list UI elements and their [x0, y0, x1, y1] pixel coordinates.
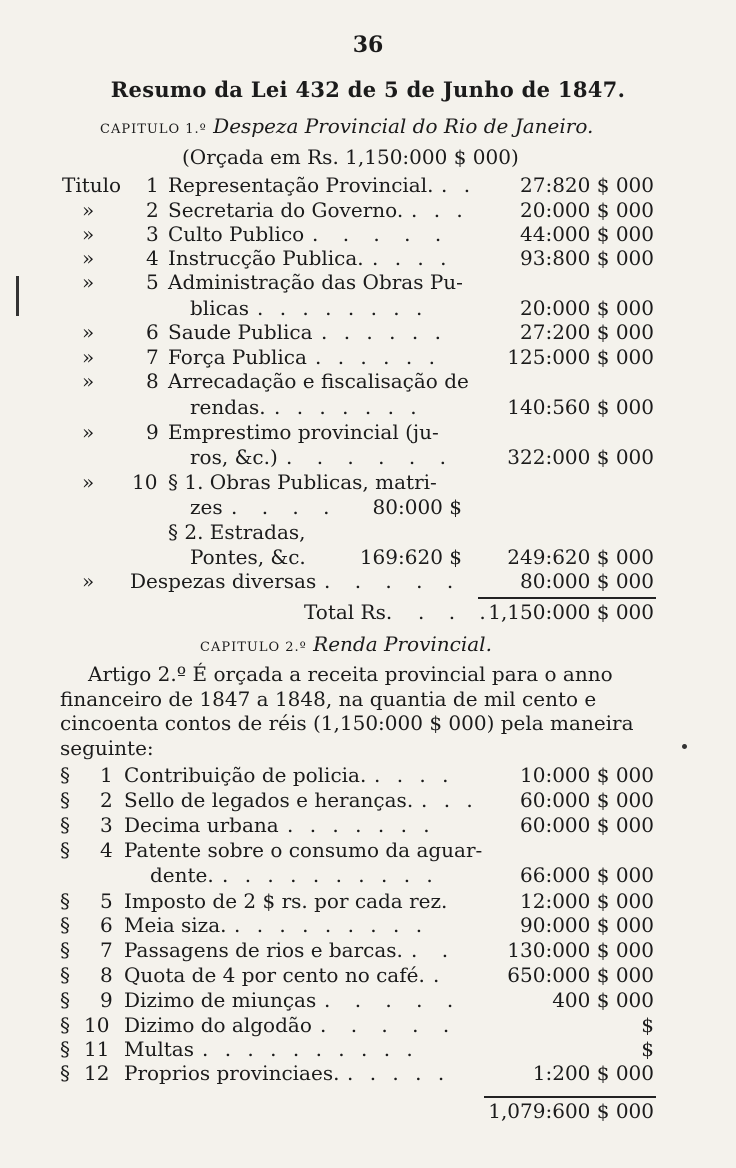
expense-text: Secretaria do Governo.	[168, 198, 404, 222]
revenue-row	[0, 889, 736, 914]
revenue-text: dente.	[150, 863, 214, 887]
revenue-amount: 10:000 $ 000	[520, 763, 654, 787]
expense-row	[0, 369, 736, 394]
revenue-row	[0, 938, 736, 963]
revenue-row	[0, 988, 736, 1013]
revenue-dots: . . . .	[374, 763, 454, 787]
revenue-amount: 130:000 $ 000	[507, 938, 654, 962]
expense-number: 9	[146, 420, 159, 444]
paragraph-symbol: §	[60, 838, 70, 862]
revenue-row	[0, 763, 736, 788]
revenue-number: 7	[100, 938, 113, 962]
revenue-amount: 650:000 $ 000	[507, 963, 654, 987]
expense-text: Pontes, &c.	[190, 545, 306, 569]
expense-number: 2	[146, 198, 159, 222]
revenue-row	[0, 963, 736, 988]
paragraph-symbol: §	[60, 813, 70, 837]
revenue-text: Contribuição de policia.	[124, 763, 367, 787]
revenue-row	[0, 913, 736, 938]
revenue-dots: . .	[411, 938, 458, 962]
expense-row	[0, 270, 736, 295]
paragraph-symbol: §	[60, 889, 70, 913]
expense-row	[0, 198, 736, 223]
artigo-line: seguinte:	[60, 735, 154, 760]
revenue-text: Patente sobre o consumo da aguar-	[124, 838, 483, 862]
expense-row	[0, 395, 736, 420]
revenue-dots: .	[433, 963, 449, 987]
expense-prefix: »	[82, 470, 95, 494]
paragraph-symbol: §	[60, 788, 70, 812]
chapter-2-label: CAPITULO 2.º	[200, 640, 307, 655]
artigo-line: cincoenta contos de réis (1,150:000 $ 000) pela maneira	[60, 711, 634, 735]
expense-row	[0, 445, 736, 470]
expense-dots: . . . . .	[324, 569, 463, 593]
expense-number: 4	[146, 246, 159, 270]
expense-subamount: 169:620 $	[359, 545, 462, 569]
page-number: 36	[352, 32, 384, 58]
revenue-amount: 60:000 $ 000	[520, 813, 654, 837]
total-rule	[478, 597, 656, 599]
revenue-amount: 66:000 $ 000	[520, 863, 654, 887]
revenue-text: Imposto de 2 $ rs. por cada rez.	[124, 889, 448, 913]
revenue-dots: . . . . .	[347, 1061, 450, 1085]
paragraph-symbol: §	[60, 988, 70, 1012]
expense-number: 7	[146, 345, 159, 369]
expense-dots: . . . . . . .	[274, 395, 422, 419]
expense-number: 8	[146, 369, 159, 393]
expense-text: blicas	[190, 296, 249, 320]
expense-prefix: »	[82, 369, 95, 393]
expense-number: 1	[146, 173, 159, 197]
expense-total-row	[0, 600, 736, 625]
revenue-number: 3	[100, 813, 113, 837]
expense-text: Instrucção Publica.	[168, 246, 364, 270]
expense-amount: 249:620 $ 000	[507, 545, 654, 569]
expense-row	[0, 246, 736, 271]
total-amount: 1,150:000 $ 000	[488, 600, 654, 624]
revenue-number: 10	[84, 1013, 110, 1037]
expense-dots: . . . . . .	[286, 445, 455, 469]
expense-dots: . . . . . . . .	[257, 296, 428, 320]
margin-mark	[16, 276, 19, 316]
expense-prefix: »	[82, 420, 95, 444]
revenue-row	[0, 1013, 736, 1038]
expense-amount: 27:820 $ 000	[520, 173, 654, 197]
expense-number: 10	[132, 470, 158, 494]
revenue-dots: . . . . . . . . . .	[222, 863, 438, 887]
revenue-dots: . . . . . . . . .	[234, 913, 428, 937]
revenue-dots: . . . . . . . . . .	[202, 1037, 418, 1061]
artigo-paragraph	[60, 662, 650, 760]
expense-text: Representação Provincial.	[168, 173, 434, 197]
revenue-total-rule	[484, 1096, 656, 1098]
revenue-text: Decima urbana	[124, 813, 279, 837]
expense-subamount: 80:000 $	[372, 495, 462, 519]
expense-amount: 27:200 $ 000	[520, 320, 654, 344]
revenue-row	[0, 1037, 736, 1062]
expense-prefix: »	[82, 270, 95, 294]
chapter-1-label: CAPITULO 1.º	[100, 122, 207, 137]
revenue-amount: $	[641, 1037, 654, 1061]
expense-number: 3	[146, 222, 159, 246]
expense-text: Emprestimo provincial (ju-	[168, 420, 439, 444]
expense-text: Administração das Obras Pu-	[168, 270, 463, 294]
expense-row	[0, 545, 736, 570]
expense-text: ros, &c.)	[190, 445, 278, 469]
ink-speck	[682, 744, 687, 749]
revenue-text: Dizimo do algodão	[124, 1013, 312, 1037]
expense-dots: . . . .	[372, 246, 452, 270]
chapter-2-heading	[200, 632, 492, 656]
revenue-text: Meia siza.	[124, 913, 227, 937]
expense-prefix: »	[82, 246, 95, 270]
revenue-amount: $	[641, 1013, 654, 1037]
expense-prefix: »	[82, 222, 95, 246]
revenue-number: 2	[100, 788, 113, 812]
expense-text: Despezas diversas	[130, 569, 317, 593]
paragraph-symbol: §	[60, 1061, 70, 1085]
chapter-2-name: Renda Provincial.	[313, 632, 492, 656]
chapter-1-heading	[100, 114, 593, 138]
expense-row	[0, 296, 736, 321]
paragraph-symbol: §	[60, 1037, 70, 1061]
expense-amount: 125:000 $ 000	[507, 345, 654, 369]
expense-text: Força Publica	[168, 345, 307, 369]
artigo-line: Artigo 2.º É orçada a receita provincial para o anno	[88, 662, 613, 686]
expense-prefix: »	[82, 569, 95, 593]
revenue-row	[0, 788, 736, 813]
expense-dots: . . . . . .	[315, 345, 440, 369]
revenue-amount: 90:000 $ 000	[520, 913, 654, 937]
expense-text: § 1. Obras Publicas, matri-	[168, 470, 437, 494]
revenue-row	[0, 813, 736, 838]
expense-text: zes	[190, 495, 223, 519]
revenue-number: 12	[84, 1061, 110, 1085]
expense-row	[0, 420, 736, 445]
expense-amount: 140:560 $ 000	[507, 395, 654, 419]
expense-amount: 93:800 $ 000	[520, 246, 654, 270]
revenue-number: 5	[100, 889, 113, 913]
expense-prefix: »	[82, 345, 95, 369]
expense-amount: 20:000 $ 000	[520, 198, 654, 222]
expense-amount: 322:000 $ 000	[507, 445, 654, 469]
revenue-number: 8	[100, 963, 113, 987]
expense-number: 6	[146, 320, 159, 344]
revenue-row	[0, 838, 736, 863]
revenue-number: 11	[84, 1037, 110, 1061]
paragraph-symbol: §	[60, 938, 70, 962]
expense-row	[0, 320, 736, 345]
revenue-dots: . . . . .	[324, 988, 463, 1012]
revenue-text: Proprios provinciaes.	[124, 1061, 340, 1085]
expense-row	[0, 569, 736, 594]
revenue-amount: 12:000 $ 000	[520, 889, 654, 913]
expense-dots: . . . . . .	[321, 320, 446, 344]
expense-amount: 20:000 $ 000	[520, 296, 654, 320]
paragraph-symbol: §	[60, 913, 70, 937]
total-label: Total Rs.	[304, 600, 393, 624]
revenue-text: Multas	[124, 1037, 194, 1061]
chapter-1-name: Despeza Provincial do Rio de Janeiro.	[213, 114, 594, 138]
expense-text: Arrecadação e fiscalisação de	[168, 369, 469, 393]
revenue-text: Dizimo de miunças	[124, 988, 317, 1012]
expense-number: 5	[146, 270, 159, 294]
expense-dots: . . . . .	[312, 222, 451, 246]
expense-text: Saude Publica	[168, 320, 313, 344]
expense-text: rendas.	[190, 395, 266, 419]
revenue-number: 1	[100, 763, 113, 787]
revenue-number: 6	[100, 913, 113, 937]
revenue-row	[0, 863, 736, 888]
expense-row	[0, 222, 736, 247]
page-title: Resumo da Lei 432 de 5 de Junho de 1847.	[110, 77, 626, 102]
expense-row	[0, 470, 736, 495]
paragraph-symbol: §	[60, 763, 70, 787]
expense-prefix: Titulo	[62, 173, 122, 197]
revenue-amount: 400 $ 000	[552, 988, 654, 1012]
expense-prefix: »	[82, 198, 95, 222]
total-dots: . . .	[418, 600, 495, 624]
expense-row	[0, 495, 736, 520]
revenue-dots: . . . . .	[320, 1013, 459, 1037]
revenue-total-row	[0, 1099, 736, 1124]
expense-dots: . . . .	[231, 495, 339, 519]
paragraph-symbol: §	[60, 963, 70, 987]
revenue-number: 9	[100, 988, 113, 1012]
expense-amount: 80:000 $ 000	[520, 569, 654, 593]
revenue-number: 4	[100, 838, 113, 862]
expense-row	[0, 520, 736, 545]
expense-row	[0, 173, 736, 198]
revenue-row	[0, 1061, 736, 1086]
expense-dots: . .	[441, 173, 476, 197]
artigo-line: financeiro de 1847 a 1848, na quantia de mil cento e	[60, 686, 597, 711]
revenue-amount: 1:200 $ 000	[532, 1061, 654, 1085]
revenue-dots: . . .	[421, 788, 478, 812]
revenue-text: Quota de 4 por cento no café.	[124, 963, 425, 987]
revenue-text: Passagens de rios e barcas.	[124, 938, 403, 962]
paragraph-symbol: §	[60, 1013, 70, 1037]
revenue-total-amount: 1,079:600 $ 000	[488, 1099, 654, 1123]
expense-text: Culto Publico	[168, 222, 305, 246]
expense-dots: . . .	[411, 198, 468, 222]
expense-amount: 44:000 $ 000	[520, 222, 654, 246]
revenue-amount: 60:000 $ 000	[520, 788, 654, 812]
expense-prefix: »	[82, 320, 95, 344]
chapter-1-budget: (Orçada em Rs. 1,150:000 $ 000)	[182, 145, 519, 169]
revenue-dots: . . . . . . .	[287, 813, 435, 837]
expense-row	[0, 345, 736, 370]
expense-text: § 2. Estradas,	[168, 520, 306, 544]
revenue-text: Sello de legados e heranças.	[124, 788, 414, 812]
